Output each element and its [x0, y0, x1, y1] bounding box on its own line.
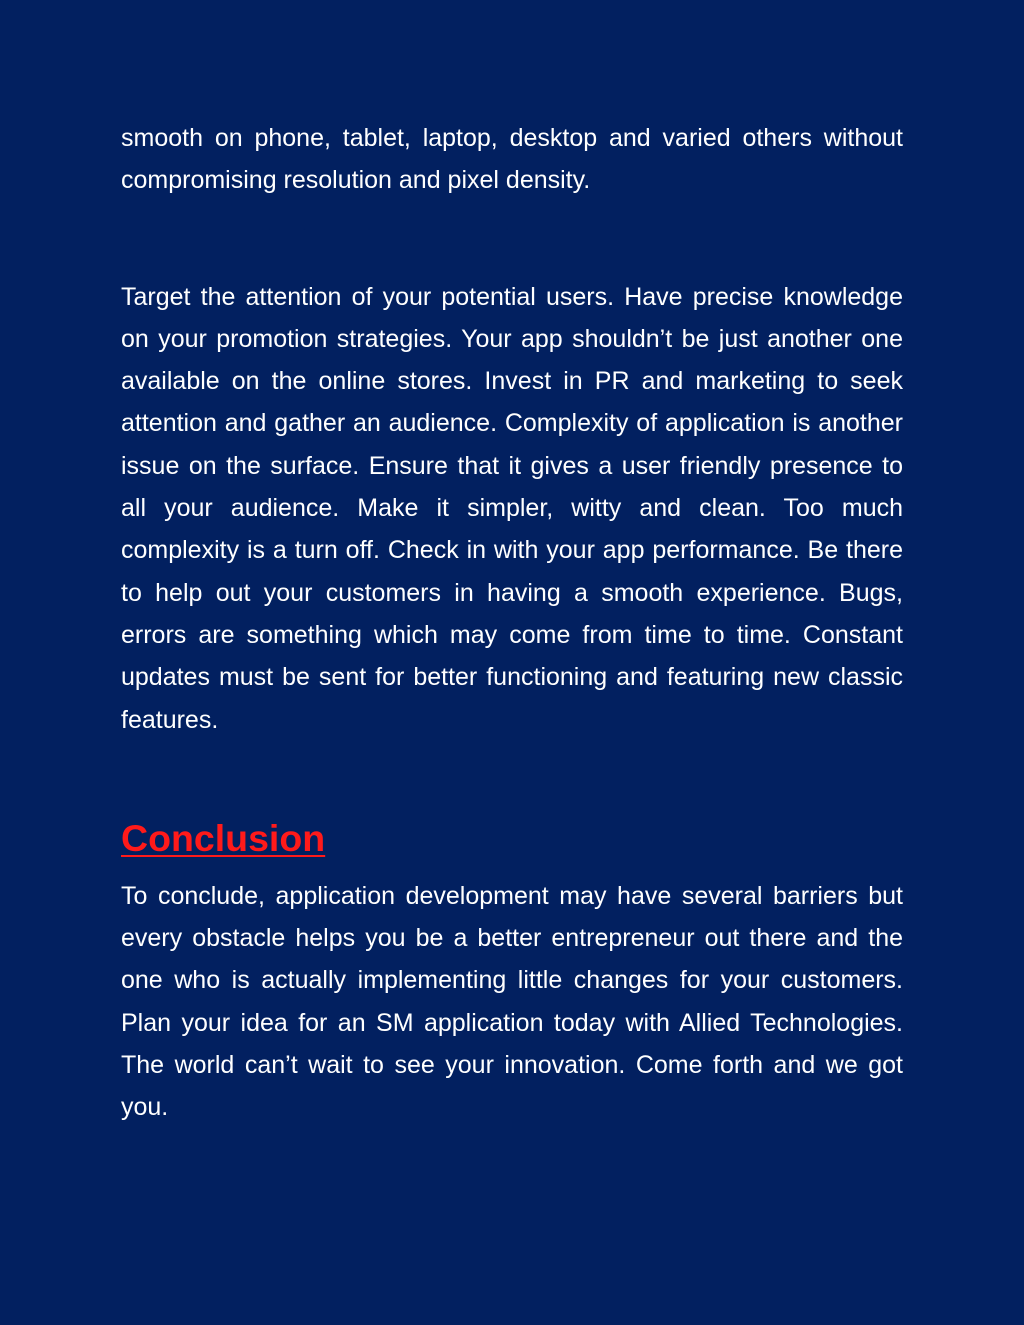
promotion-paragraph: Target the attention of your potential users. Have precise knowledge on your promotion strategies. Your app shouldn’t be just another one available on the online stores. Invest in PR and marketing to seek attention and gather an audience. Complexity of application is another issue on the surface. Ensure that it gives a user friendly presence to all your audience. Make it simpler, witty and clean. Too much complexity is a turn off. Check in with your app performance. Be there to help out your customers in having a smooth experience. Bugs, errors are something which may come from time to time. Constant updates must be sent for better functioning and featuring new classic features.	[121, 282, 903, 734]
intro-paragraph: smooth on phone, tablet, laptop, desktop and varied others without compromising resolution and pixel density.	[121, 124, 903, 195]
heading-spacer	[121, 859, 903, 875]
section-spacer	[121, 741, 903, 817]
document-body	[121, 117, 903, 1129]
paragraph-spacer	[121, 202, 903, 276]
conclusion-heading: Conclusion	[121, 816, 326, 859]
conclusion-paragraph: To conclude, application development may have several barriers but every obstacle helps you be a better entrepreneur out there and the one who is actually implementing little changes for your customers. Plan your idea for an SM application today with Allied Technologies. The world can’t wait to see your innovation. Come forth and we got you.	[121, 881, 903, 1122]
